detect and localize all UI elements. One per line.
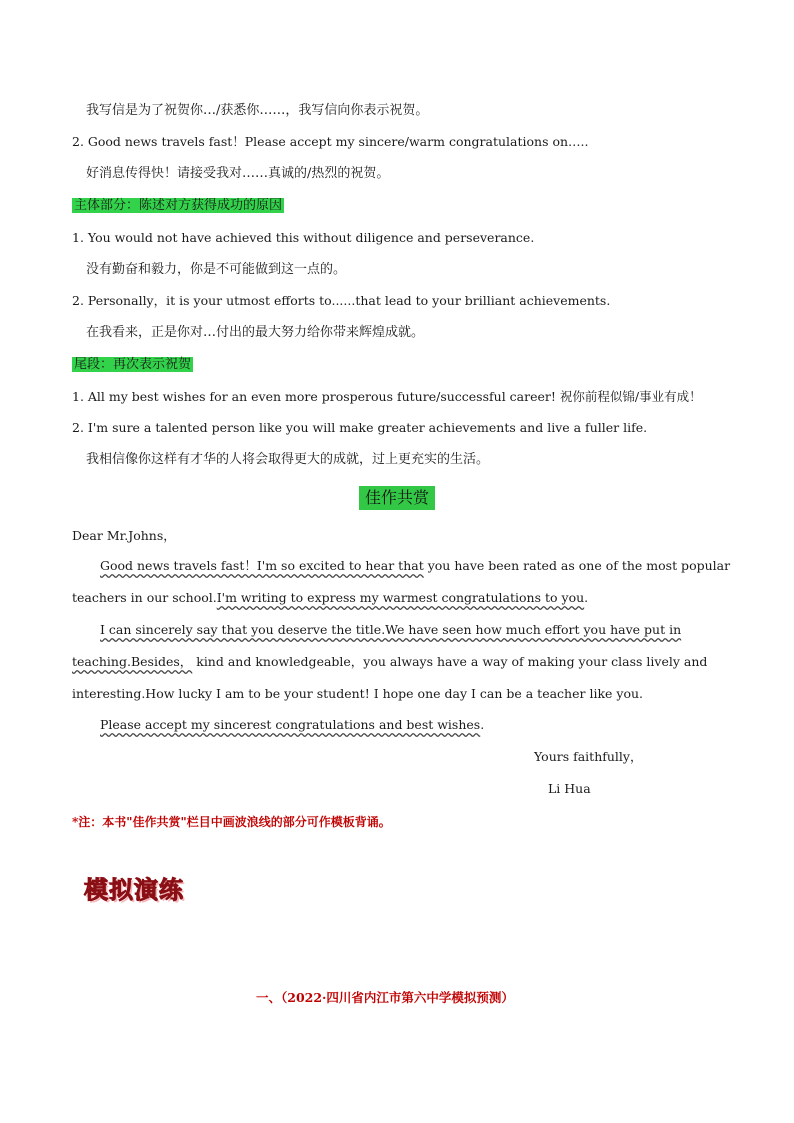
exercise-heading: 一、（2022·四川省内江市第六中学模拟预测） bbox=[256, 990, 514, 1005]
section-heading-end bbox=[72, 356, 193, 374]
letter-p1-line1 bbox=[100, 557, 730, 575]
phrase-en-2: 2. Good news travels fast！Please accept my sincere/warm congratulations on….. bbox=[72, 134, 589, 149]
template-note: *注：本书"佳作共赏"栏目中画波浪线的部分可作模板背诵。 bbox=[72, 815, 391, 829]
template-phrase: Good news travels fast！I'm so excited to hear that bbox=[100, 558, 424, 573]
letter-salutation: Dear Mr.Johns， bbox=[72, 528, 176, 543]
phrase-zh-3: 没有勤奋和毅力，你是不可能做到这一点的。 bbox=[86, 262, 347, 277]
section-heading-body-text: 主体部分：陈述对方获得成功的原因 bbox=[74, 198, 283, 213]
sample-title: 佳作共赏 bbox=[359, 486, 435, 510]
phrase-zh-1: 我写信是为了祝贺你…/获悉你……，我写信向你表示祝贺。 bbox=[86, 103, 429, 118]
phrase-zh-4: 在我看来，正是你对…付出的最大努力给你带来辉煌成就。 bbox=[86, 325, 425, 340]
practice-logo: 模拟演练 bbox=[84, 876, 184, 904]
template-phrase: I'm writing to express my warmest congratulations to you bbox=[216, 590, 585, 605]
template-phrase: Please accept my sincerest congratulations and best wishes bbox=[100, 717, 481, 732]
letter-text: you have been rated as one of the most popular bbox=[423, 558, 731, 573]
letter-p2-line3: interesting.How lucky I am to be your student! I hope one day I can be a teacher like you. bbox=[72, 686, 643, 701]
letter-p2-line2 bbox=[72, 653, 707, 671]
section-heading-body bbox=[72, 197, 284, 215]
phrase-en-4: 2. Personally，it is your utmost efforts to......that lead to your brilliant achievements. bbox=[72, 293, 611, 308]
phrase-en-5: 1. All my best wishes for an even more prosperous future/successful career! 祝你前程似锦/事业有成！ bbox=[72, 389, 702, 404]
letter-signature: Li Hua bbox=[548, 781, 591, 796]
phrase-zh-6: 我相信像你这样有才华的人将会取得更大的成就，过上更充实的生活。 bbox=[86, 452, 490, 467]
phrase-zh-2: 好消息传得快！请接受我对……真诚的/热烈的祝贺。 bbox=[86, 166, 390, 181]
letter-text: teachers in our school. bbox=[72, 590, 217, 605]
phrase-en-6: 2. I'm sure a talented person like you will make greater achievements and live a fuller life. bbox=[72, 420, 648, 435]
letter-closing: Yours faithfully， bbox=[534, 749, 643, 764]
letter-p3-line1 bbox=[100, 716, 484, 734]
letter-text: . bbox=[480, 717, 485, 732]
section-heading-end-text: 尾段：再次表示祝贺 bbox=[74, 357, 192, 372]
letter-p1-line2 bbox=[72, 589, 588, 607]
template-phrase: teaching.Besides， bbox=[72, 654, 193, 669]
letter-text: kind and knowledgeable，you always have a way of making your class lively and bbox=[192, 654, 708, 669]
template-phrase: I can sincerely say that you deserve the title.We have seen how much effort you have put in bbox=[100, 622, 682, 637]
phrase-en-3: 1. You would not have achieved this without diligence and perseverance. bbox=[72, 230, 535, 245]
letter-text: . bbox=[584, 590, 589, 605]
letter-p2-line1 bbox=[100, 621, 681, 639]
